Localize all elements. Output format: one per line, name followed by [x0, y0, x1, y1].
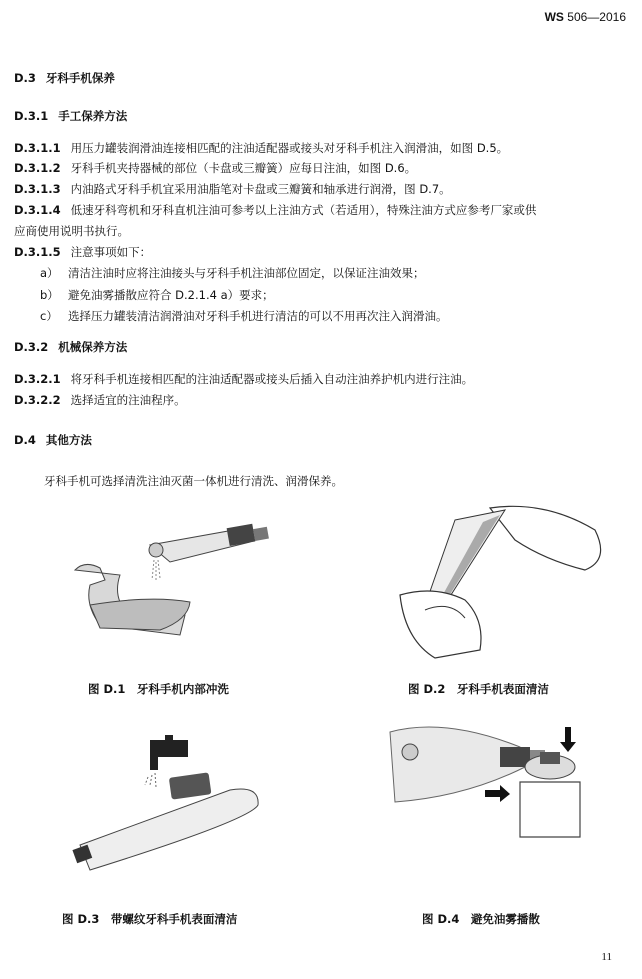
list-item-a: a） 清洁注油时应将注油接头与牙科手机注油部位固定，以保证注油效果； [40, 266, 425, 280]
clause-d322: D.3.2.2 选择适宜的注油程序。 [14, 393, 186, 407]
section-d31-heading: D.3.1 手工保养方法 [14, 109, 128, 123]
figure-d4-caption: 图 D.4 避免油雾播散 [422, 912, 540, 926]
figure-d1-illustration [60, 520, 300, 660]
list-item-b: b） 避免油雾播散应符合 D.2.1.4 a）要求； [40, 288, 274, 302]
list-item-c: c） 选择压力罐装清洁润滑油对牙科手机进行清洁的可以不用再次注入润滑油。 [40, 309, 448, 323]
section-d4-heading: D.4 其他方法 [14, 433, 92, 447]
section-d4-text: 牙科手机可选择清洗注油灭菌一体机进行清洗、润滑保养。 [44, 474, 343, 488]
clause-d314: D.3.1.4 低速牙科弯机和牙科直机注油可参考以上注油方式（若适用），特殊注油方式应参考厂家或供 [14, 203, 537, 217]
clause-d321: D.3.2.1 将牙科手机连接相匹配的注油适配器或接头后插入自动注油养护机内进行注油。 [14, 372, 474, 386]
standard-code: WS [544, 10, 564, 24]
clause-d312: D.3.1.2 牙科手机夹持器械的部位（卡盘或三瓣簧）应每日注油，如图 D.6。 [14, 161, 417, 175]
page-header [545, 10, 626, 24]
figure-d3-caption: 图 D.3 带螺纹牙科手机表面清洁 [62, 912, 238, 926]
figure-d1-caption: 图 D.1 牙科手机内部冲洗 [88, 682, 229, 696]
page-number: 11 [601, 951, 612, 963]
section-d3-heading: D.3 牙科手机保养 [14, 71, 115, 85]
standard-number: 506—2016 [567, 10, 626, 24]
clause-d311: D.3.1.1 用压力罐装润滑油连接相匹配的注油适配器或接头对牙科手机注入润滑油，如图 D.5。 [14, 141, 509, 155]
section-d32-heading: D.3.2 机械保养方法 [14, 340, 128, 354]
figure-d4-illustration [385, 722, 600, 842]
clause-d315: D.3.1.5 注意事项如下： [14, 245, 152, 259]
clause-d314-continued: 应商使用说明书执行。 [14, 224, 129, 238]
figure-d2-caption: 图 D.2 牙科手机表面清洁 [408, 682, 549, 696]
clause-d313: D.3.1.3 内油路式牙科手机宜采用油脂笔对卡盘或三瓣簧和轴承进行润滑，图 D.7。 [14, 182, 451, 196]
figure-d2-illustration [395, 500, 615, 660]
figure-d3-illustration [70, 735, 280, 875]
